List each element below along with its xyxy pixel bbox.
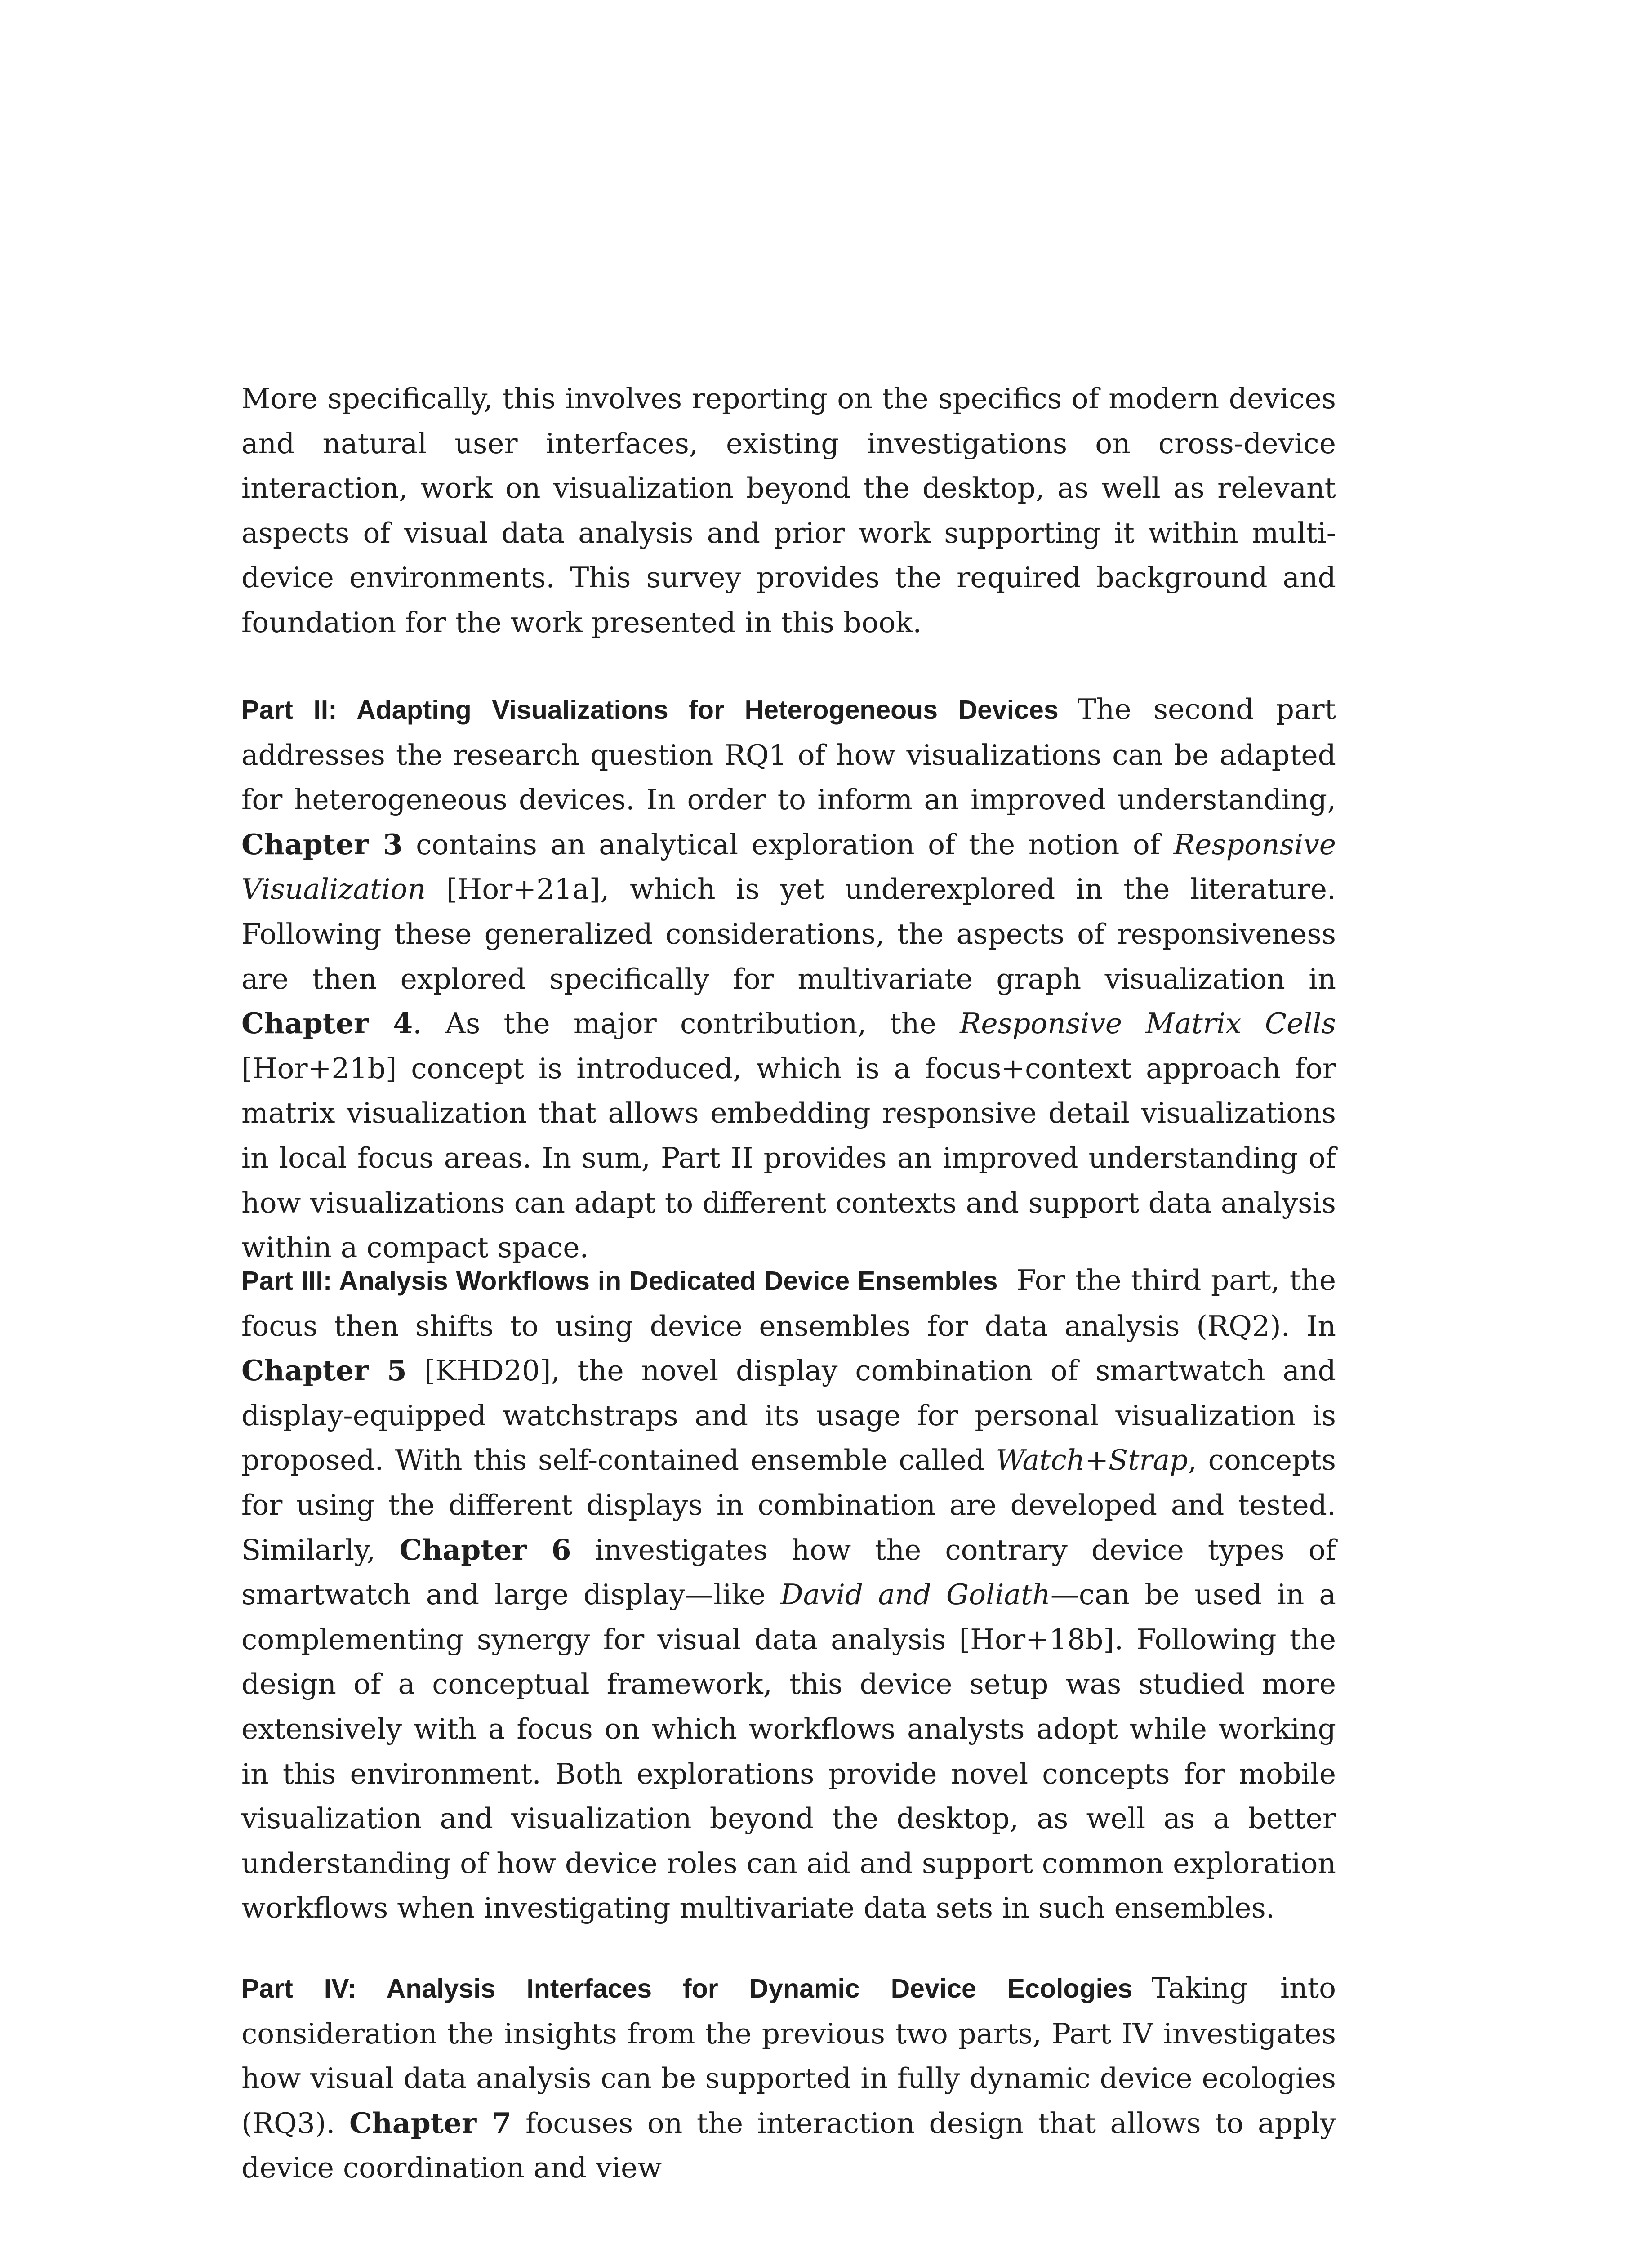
responsive-visualization-term: Responsive Visualization <box>241 828 1336 906</box>
part-iii-text: —can be used in a complementing synergy for visual data analysis [Hor+18b]. Following the design of a conceptual framework, this device setup was studied more extensively with a focus on which workflows analysts adopt while working in this environment. Both explorations provide novel concepts for mobile visualization and visualization beyond the desktop, as well as a better understanding of how device roles can aid and support common exploration workflows when investigating multivariate data sets in such ensembles. <box>241 1578 1336 1925</box>
part-iii-text: For the third part, the focus then shifts to using device ensembles for data analysis (RQ2). In <box>241 1264 1336 1343</box>
chapter-5-ref: Chapter 5 <box>241 1354 407 1387</box>
part-ii-paragraph <box>241 687 1336 1270</box>
part-iii-text: investigates how the contrary device types of smartwatch and large display—like <box>241 1533 1336 1611</box>
intro-paragraph <box>241 376 1336 645</box>
part-ii-heading: Part II: Adapting Visualizations for Heterogeneous Devices <box>241 695 1059 725</box>
part-iii-text: , concepts for using the different displays in combination are developed and tested. Similarly, <box>241 1444 1336 1566</box>
responsive-matrix-cells-term: Responsive Matrix Cells <box>959 1007 1336 1040</box>
chapter-4-ref: Chapter 4 <box>241 1007 413 1040</box>
david-and-goliath-term: David and Goliath <box>780 1578 1051 1611</box>
part-ii-text: . As the major contribution, the <box>413 1007 960 1040</box>
watch-strap-term: Watch+Strap <box>996 1444 1188 1477</box>
part-iii-heading: Part III: Analysis Workflows in Dedicated Device Ensembles <box>241 1266 998 1296</box>
chapter-3-ref: Chapter 3 <box>241 827 403 861</box>
part-ii-text: contains an analytical exploration of the notion of <box>402 828 1174 861</box>
part-iv-text: Taking into consideration the insights from the previous two parts, Part IV investigates how visual data analysis can be supported in fully dynamic device ecologies (RQ3). <box>241 1971 1336 2140</box>
part-iii-text: [KHD20], the novel display combination of smartwatch and display-equipped watchstraps and its usage for personal visualization is proposed. With this self-contained ensemble called <box>241 1354 1336 1477</box>
part-iv-heading: Part IV: Analysis Interfaces for Dynamic Device Ecologies <box>241 1974 1133 2003</box>
chapter-7-ref: Chapter 7 <box>349 2106 512 2140</box>
part-ii-text: [Hor+21a], which is yet underexplored in the literature. Following these generalized considerations, the aspects of responsiveness are then explored specifically for multivariate graph visualization in <box>241 873 1336 995</box>
part-iii-paragraph <box>241 1258 1336 1931</box>
part-iv-text: focuses on the interaction design that allows to apply device coordination and view <box>241 2106 1336 2185</box>
part-ii-text: The second part addresses the research question RQ1 of how visualizations can be adapted for heterogeneous devices. In order to inform an improved understanding, <box>241 693 1336 816</box>
chapter-6-ref: Chapter 6 <box>399 1533 571 1566</box>
part-ii-text: [Hor+21b] concept is introduced, which is a focus+context approach for matrix visualization that allows embedding responsive detail visualizations in local focus areas. In sum, Part II provides an improved understanding of how visualizations can adapt to different contexts and support data analysis within a compact space. <box>241 1052 1336 1264</box>
part-iv-paragraph <box>241 1966 1336 2190</box>
intro-text: More specifically, this involves reporting on the specifics of modern devices and natural user interfaces, existing investigations on cross-device interaction, work on visualization beyond the desktop, as well as relevant aspects of visual data analysis and prior work supporting it within multi-device environments. This survey provides the required background and foundation for the work presented in this book. <box>241 382 1336 639</box>
